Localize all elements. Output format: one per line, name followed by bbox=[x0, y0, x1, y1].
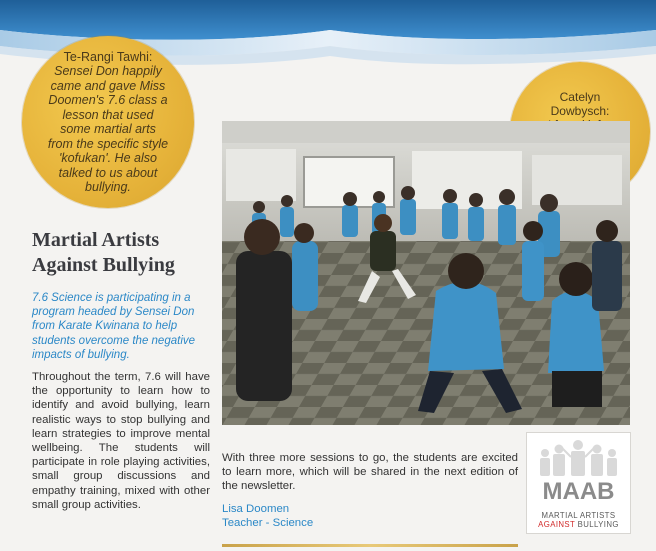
article-title-line1: Martial Artists bbox=[32, 229, 160, 251]
logo-line2-suffix: BULLYING bbox=[575, 520, 619, 529]
figures-graphic bbox=[527, 435, 630, 481]
article-author bbox=[222, 502, 422, 530]
quote-left-name: Te-Rangi Tawhi: bbox=[63, 49, 153, 64]
quote-left-text: Sensei Don happily came and gave Miss Doomen's 7.6 class a lesson that used some martial arts from the specific style 'kofukan'. He also talked to us about bullying. bbox=[47, 64, 169, 194]
quote-bubble-left bbox=[22, 36, 194, 208]
article-title-line2: Against Bullying bbox=[32, 254, 175, 276]
logo-line2-prefix: AGAINST bbox=[538, 520, 576, 529]
article-closing: With three more sessions to go, the students are excited to learn more, which will be shared in the next edition of the newsletter. bbox=[222, 452, 518, 493]
article-lead: 7.6 Science is participating in a program headed by Sensei Don from Karate Kwinana to help students overcome the negative impacts of bullying. bbox=[32, 292, 196, 361]
class-photo bbox=[222, 121, 630, 425]
article-body: Throughout the term, 7.6 will have the opportunity to learn how to identify and avoid bullying, learn realistic ways to stop bullying and learn strategies to improve mental wellbeing. The students will participate in role playing activities, small group discussions and empathy training, mixed with other small group activities. bbox=[32, 371, 210, 511]
logo-line2 bbox=[527, 520, 630, 529]
maab-logo bbox=[527, 433, 630, 533]
quote-right-name: Catelyn Dowbysch: bbox=[550, 90, 610, 118]
logo-line1: MARTIAL ARTISTS bbox=[541, 511, 616, 520]
author-name: Lisa Doomen bbox=[222, 503, 290, 515]
article-title bbox=[32, 228, 222, 278]
footer-rule bbox=[222, 544, 518, 547]
author-role: Teacher - Science bbox=[222, 517, 314, 530]
logo-letters: MAAB bbox=[542, 478, 615, 505]
